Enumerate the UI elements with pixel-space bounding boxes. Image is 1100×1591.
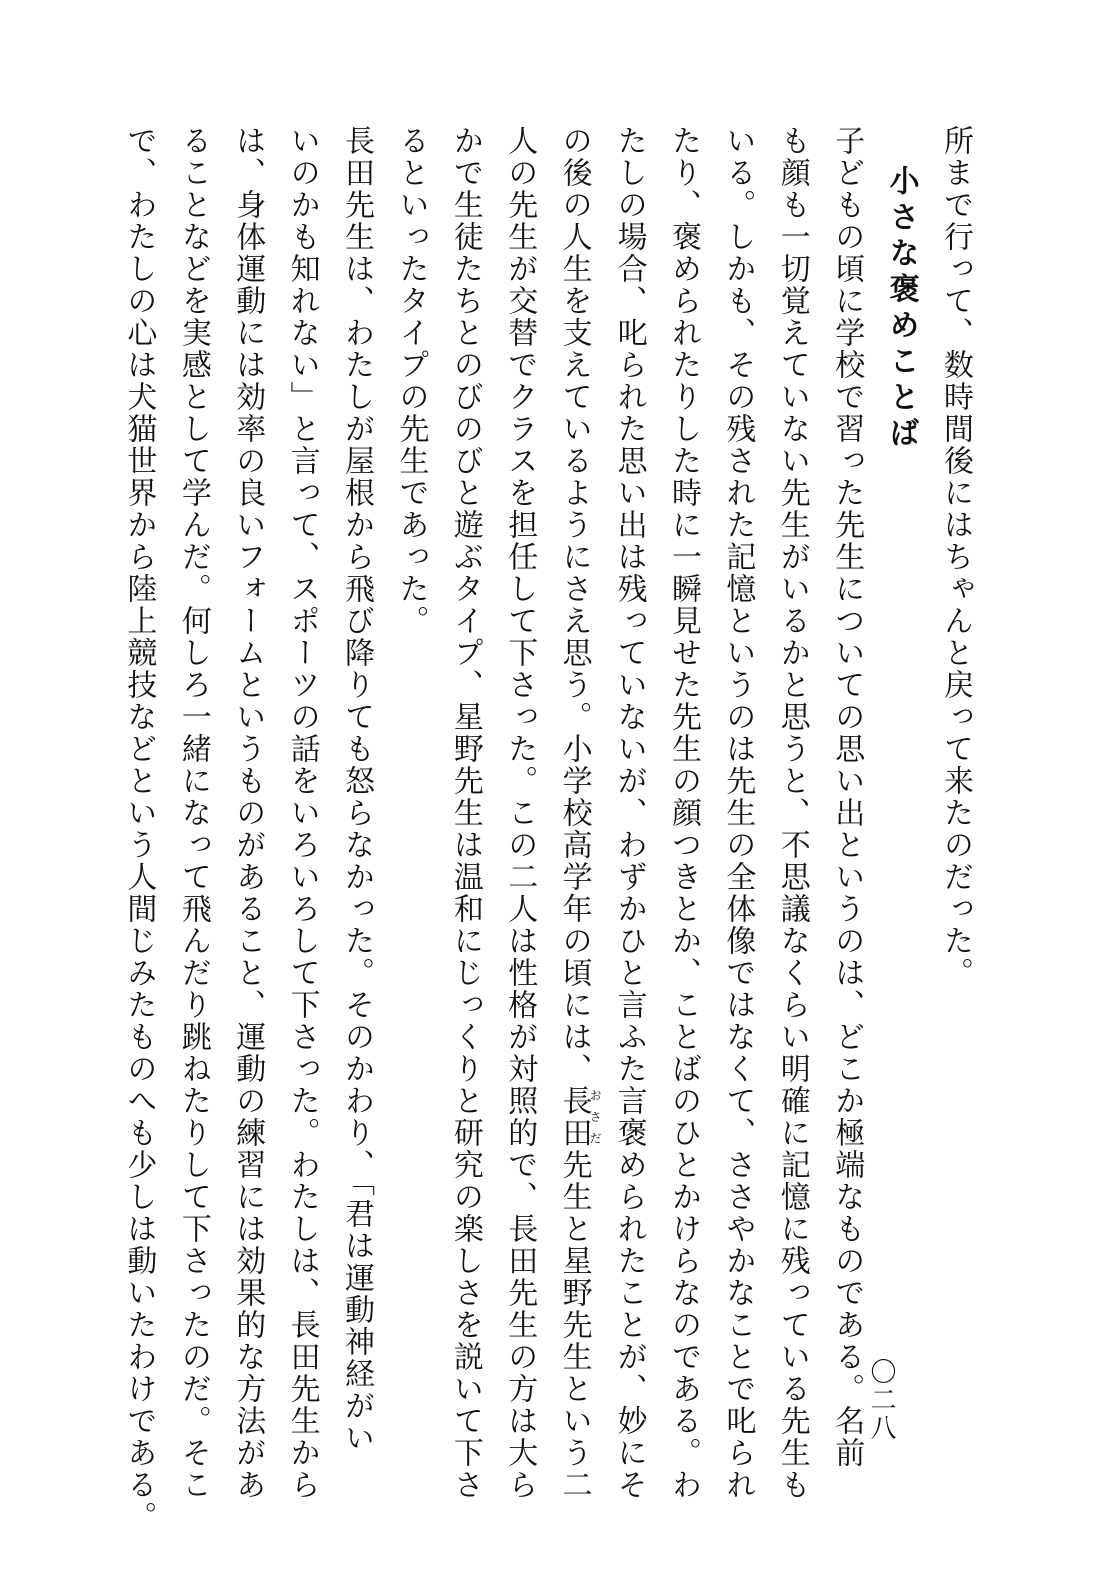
text-line: ることなどを実感として学んだ。何しろ一緒になって飛んだり跳ねたりして下さったのだ。そこ [175, 125, 211, 1501]
ruby-base: 長田 [556, 1085, 592, 1149]
text-line: 子どもの頃に学校で習った先生についての思い出というのは、どこか極端なものである。名前 [829, 125, 865, 1469]
text-line: 人の先生が交替でクラスを担任して下さった。この二人は性格が対照的で、長田先生の方は大ら [502, 125, 538, 1501]
text-line: 長田先生は、わたしが屋根から飛び降りても怒らなかった。そのかわり、「君は運動神経がい [339, 125, 375, 1454]
text-line: たしの場合、叱られた思い出は残っていないが、わずかひと言ふた言褒められたことが、妙にそ [611, 125, 647, 1501]
page-number: 〇二八 [866, 1358, 896, 1442]
text-line: も顔も一切覚えていない先生がいるかと思うと、不思議なくらい明確に記憶に残っている先生も [774, 125, 810, 1501]
text-line: たり、褒められたりした時に一瞬見せた先生の顔つきとか、ことばのひとかけらなのである。わ [665, 125, 701, 1501]
text-line: いる。しかも、その残された記憶というのは先生の全体像ではなくて、ささやかなことで叱られ [720, 125, 756, 1501]
text-line: いのかも知れない」と言って、スポーツの話をいろいろして下さった。わたしは、長田先生から [284, 125, 320, 1501]
section-heading: 小さな褒めことば [883, 165, 919, 453]
text-line: で、わたしの心は犬猫世界から陸上競技などという人間じみたものへも少しは動いたわけである。 [121, 125, 157, 1533]
text-line: は、身体運動には効率の良いフォームというものがあること、運動の練習には効果的な方法があ [230, 125, 266, 1501]
text-segment: 先生と星野先生という二 [556, 1149, 592, 1501]
text-line: るといったタイプの先生であった。 [393, 125, 429, 637]
text-segment: の後の人生を支えているようにさえ思う。小学校高学年の頃には、 [556, 125, 592, 1085]
text-line: 所まで行って、数時間後にはちゃんと戻って来たのだった。 [938, 125, 973, 989]
text-line: かで生徒たちとのびのびと遊ぶタイプ、星野先生は温和にじっくりと研究の楽しさを説いて下さ [447, 125, 483, 1501]
ruby-name [556, 1085, 603, 1149]
text-line-with-ruby [546, 125, 603, 1501]
ruby-reading: おさだ [588, 1085, 603, 1149]
